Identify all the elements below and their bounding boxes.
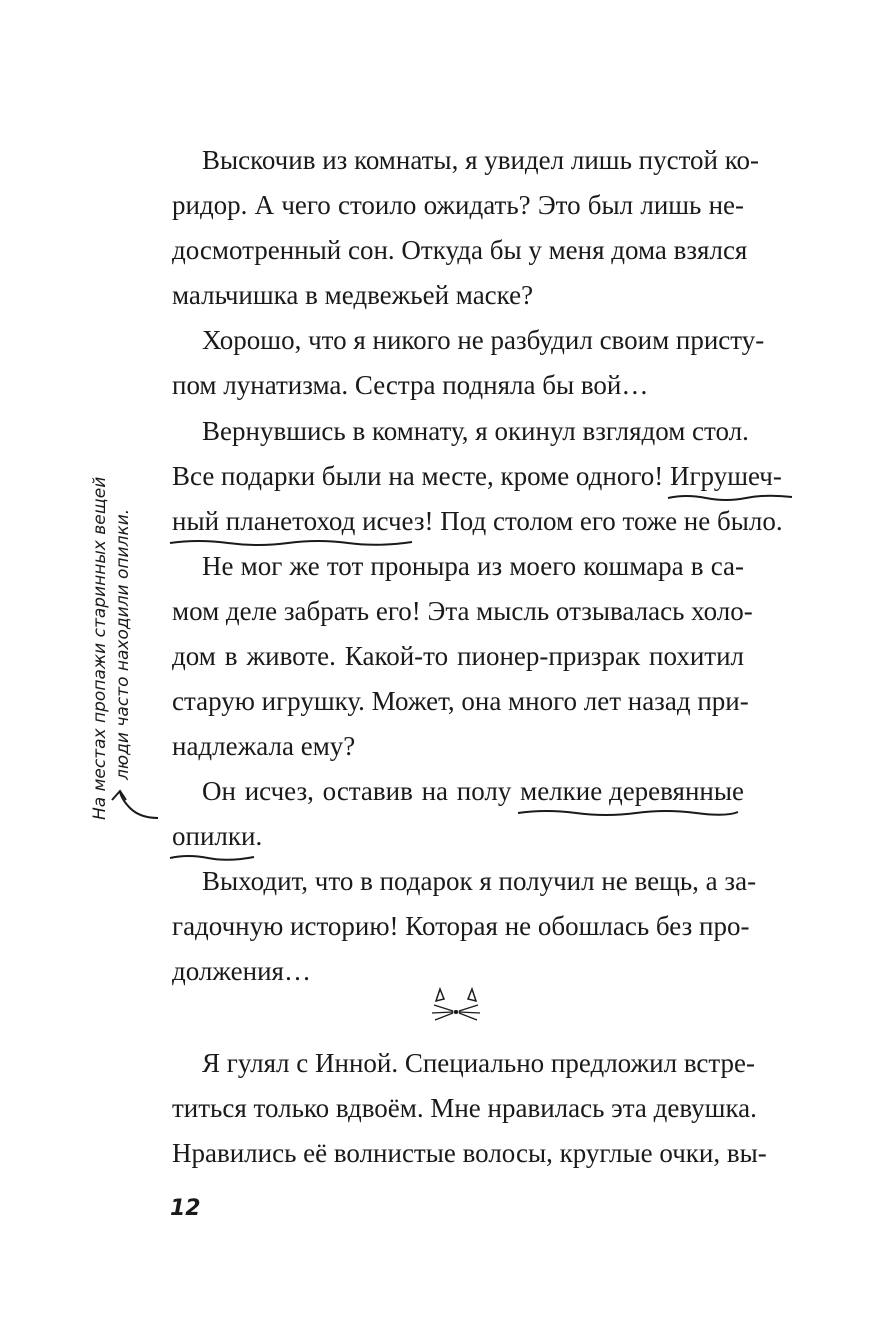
underlined-text: Игрушеч-: [669, 461, 782, 491]
page-number: 12: [170, 1196, 201, 1221]
text-line: должения…: [172, 956, 311, 986]
underlined-phrase: [172, 503, 425, 539]
text-line: Нравились её волнистые волосы, круглые очки, вы-: [172, 1138, 767, 1168]
text-segment: ! Под столом его тоже не было.: [424, 506, 783, 536]
text-line: дом в животе. Какой-то пионер-призрак похитил: [172, 641, 744, 671]
text-line: титься только вдвоём. Мне нравилась эта девушка.: [172, 1093, 757, 1123]
text-line: [172, 503, 783, 539]
text-line: Хорошо, что я никого не разбудил своим присту-: [202, 325, 765, 355]
text-line: мом деле забрать его! Эта мысль отзывалась холо-: [172, 596, 753, 626]
underlined-text: опилки.: [172, 821, 263, 851]
text-segment: Все подарки были на месте, кроме одного!: [172, 461, 670, 491]
underlined-text: ный планетоход исчез: [172, 506, 425, 536]
text-line: Вернувшись в комнату, я окинул взглядом стол.: [202, 416, 749, 446]
text-line: Не мог же тот проныра из моего кошмара в са-: [202, 551, 744, 581]
text-line: старую игрушку. Может, она много лет назад при-: [172, 686, 749, 716]
underlined-phrase: [172, 818, 262, 854]
text-line: [172, 818, 744, 854]
margin-note-line: люди часто находили опилки.: [113, 508, 133, 780]
underlined-phrase: [670, 458, 782, 494]
underlined-text: мелкие деревянные: [520, 776, 744, 806]
underlined-phrase: [520, 773, 744, 809]
text-line: гадочную историю! Которая не обошлась без про-: [172, 911, 750, 941]
text-line: ридор. А чего стоило ожидать? Это был лишь не-: [172, 190, 744, 220]
text-line: досмотренный сон. Откуда бы у меня дома взялся: [172, 235, 748, 265]
margin-note: [90, 477, 136, 820]
text-line: [172, 773, 744, 809]
text-line: мальчишка в медвежьей маске?: [172, 280, 534, 310]
text-segment: Он исчез, оставив на полу: [202, 776, 521, 806]
hand-drawn-arrow-icon: [108, 788, 162, 828]
margin-note-line: На местах пропажи старинных вещей: [90, 476, 110, 820]
cat-face-icon: [426, 985, 486, 1029]
text-line: Выскочив из комнаты, я увидел лишь пустой ко-: [202, 145, 759, 175]
text-line: Выходит, что в подарок я получил не вещь, а за-: [202, 866, 757, 896]
text-line: пом лунатизма. Сестра подняла бы вой…: [172, 370, 649, 400]
text-line: Я гулял с Инной. Специально предложил встре-: [202, 1048, 756, 1078]
text-line: [172, 458, 782, 494]
text-line: надлежала ему?: [172, 731, 356, 761]
